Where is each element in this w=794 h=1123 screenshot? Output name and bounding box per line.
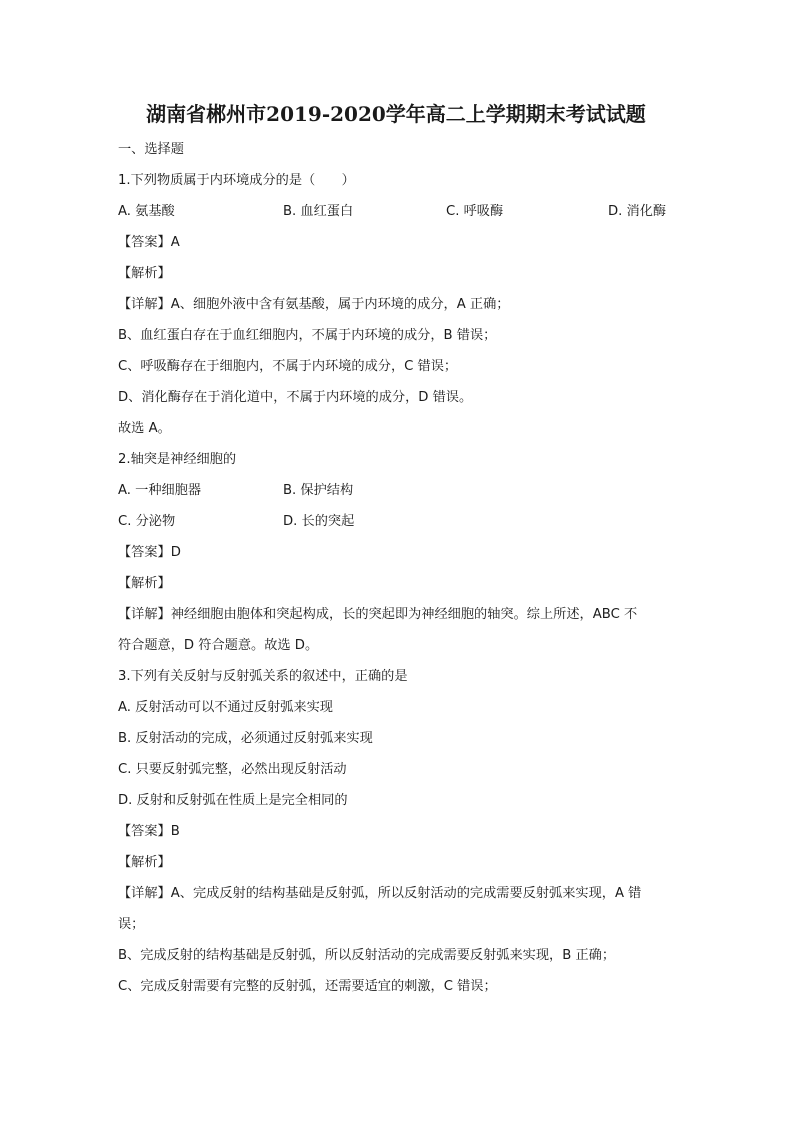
option-b: B. 保护结构 <box>283 483 354 498</box>
option-d: D. 消化酶 <box>608 204 667 219</box>
detail-line: B、完成反射的结构基础是反射弧，所以反射活动的完成需要反射弧来实现，B 正确； <box>118 948 616 963</box>
option-a: A. 反射活动可以不通过反射弧来实现 <box>118 700 333 715</box>
detail-line: 误； <box>118 917 145 932</box>
answer: 【答案】A <box>118 235 180 250</box>
detail-line: 故选 A。 <box>118 421 171 436</box>
detail-line: 符合题意，D 符合题意。故选 D。 <box>118 638 319 653</box>
option-row <box>118 196 678 227</box>
section-heading: 一、选择题 <box>118 142 184 157</box>
option-b: B. 血红蛋白 <box>283 204 354 219</box>
document-page <box>118 100 678 1002</box>
option-c: C. 呼吸酶 <box>446 204 504 219</box>
option-c: C. 只要反射弧完整，必然出现反射活动 <box>118 762 347 777</box>
question-1 <box>118 165 678 444</box>
detail-line: C、完成反射需要有完整的反射弧，还需要适宜的刺激，C 错误； <box>118 979 497 994</box>
detail-line: B、血红蛋白存在于血红细胞内，不属于内环境的成分，B 错误； <box>118 328 497 343</box>
option-d: D. 反射和反射弧在性质上是完全相同的 <box>118 793 348 808</box>
detail-line: 【详解】A、细胞外液中含有氨基酸，属于内环境的成分，A 正确； <box>118 297 510 312</box>
option-c: C. 分泌物 <box>118 514 176 529</box>
detail-line: 【详解】神经细胞由胞体和突起构成，长的突起即为神经细胞的轴突。综上所述，ABC 不 <box>118 607 638 622</box>
detail-line: 【详解】A、完成反射的结构基础是反射弧，所以反射活动的完成需要反射弧来实现，A 错 <box>118 886 642 901</box>
analysis-heading: 【解析】 <box>118 266 171 281</box>
answer: 【答案】B <box>118 824 180 839</box>
option-a: A. 一种细胞器 <box>118 483 202 498</box>
question-stem: 3.下列有关反射与反射弧关系的叙述中，正确的是 <box>118 669 408 684</box>
question-3 <box>118 661 678 1002</box>
detail-line: D、消化酶存在于消化道中，不属于内环境的成分，D 错误。 <box>118 390 473 405</box>
question-stem: 1.下列物质属于内环境成分的是（ ） <box>118 173 355 188</box>
option-d: D. 长的突起 <box>283 514 355 529</box>
analysis-heading: 【解析】 <box>118 576 171 591</box>
option-a: A. 氨基酸 <box>118 204 175 219</box>
option-row <box>118 506 678 537</box>
answer: 【答案】D <box>118 545 181 560</box>
analysis-heading: 【解析】 <box>118 855 171 870</box>
page-title: 湖南省郴州市2019-2020学年高二上学期期末考试试题 <box>146 102 646 126</box>
question-2 <box>118 444 678 661</box>
question-stem: 2.轴突是神经细胞的 <box>118 452 237 467</box>
option-b: B. 反射活动的完成，必须通过反射弧来实现 <box>118 731 373 746</box>
detail-line: C、呼吸酶存在于细胞内，不属于内环境的成分，C 错误； <box>118 359 458 374</box>
option-row <box>118 475 678 506</box>
